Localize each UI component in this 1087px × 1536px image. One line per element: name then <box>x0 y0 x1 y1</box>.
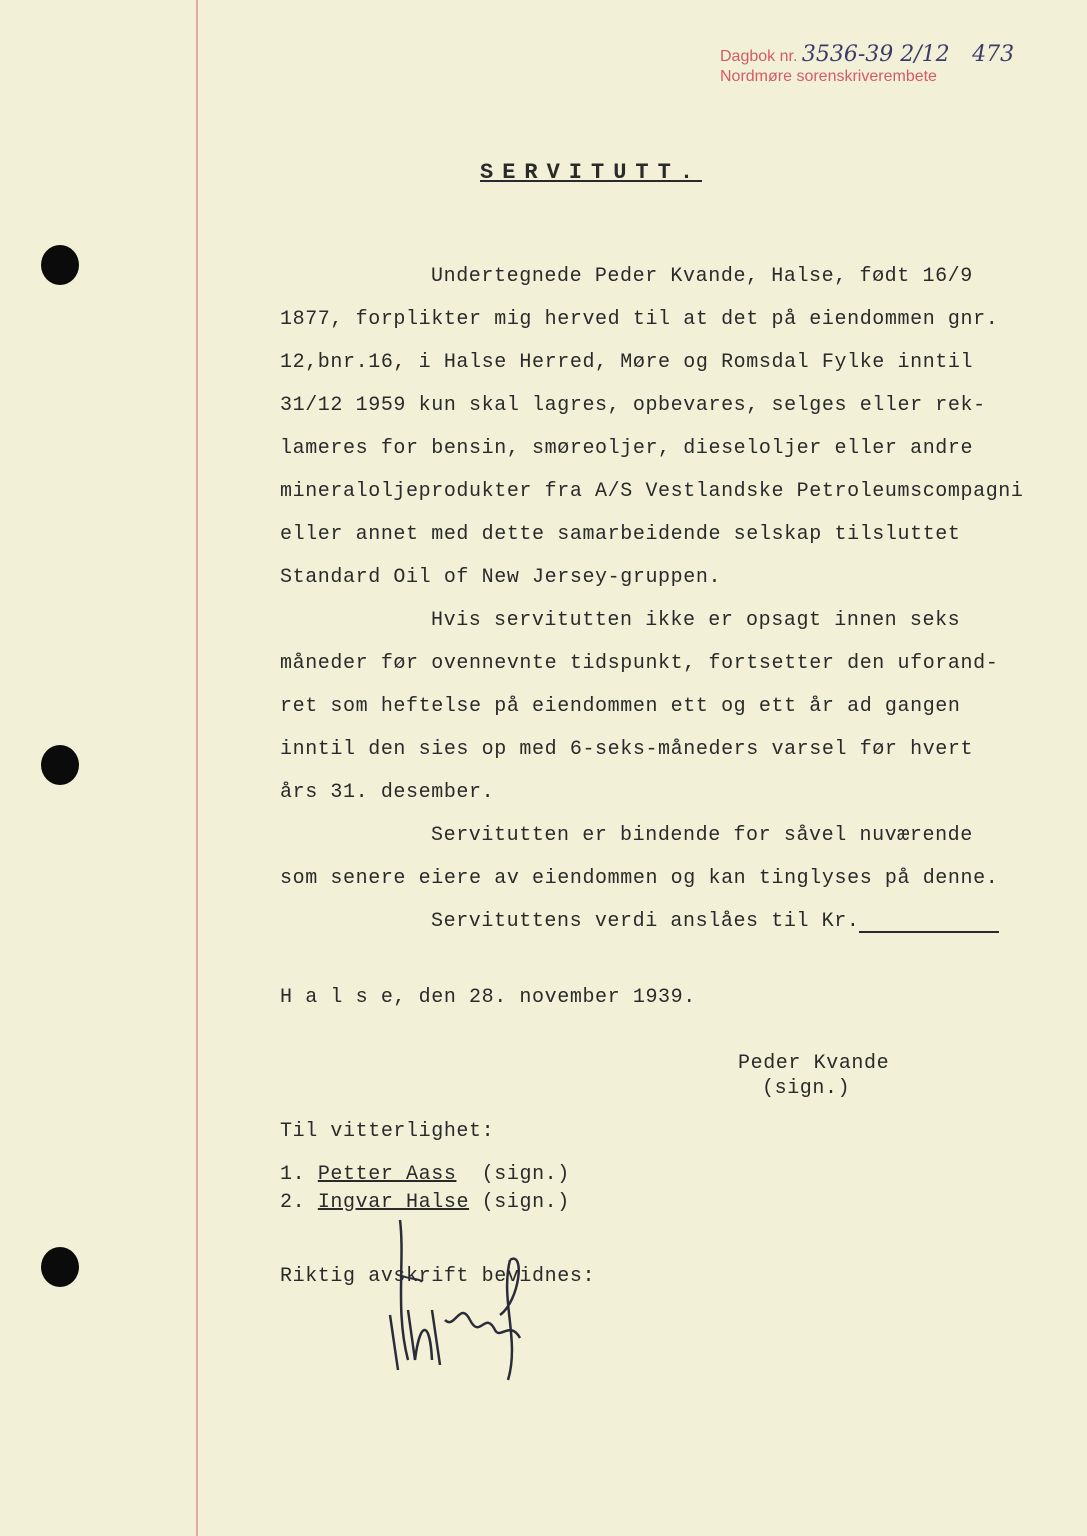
body-line: Undertegnede Peder Kvande, Halse, født 16/9 <box>431 265 973 288</box>
certification-line: Riktig avskrift bevidnes: <box>280 1265 596 1288</box>
handwritten-signature <box>360 1220 560 1390</box>
punch-hole-middle <box>41 745 79 785</box>
stamp-office: Nordmøre sorenskriverembete <box>720 68 937 85</box>
witness-1 <box>280 1163 570 1186</box>
body-line: inntil den sies op med 6-seks-måneders varsel før hvert <box>280 738 974 761</box>
signer-sign: (sign.) <box>762 1077 851 1100</box>
body-line: 31/12 1959 kun skal lagres, opbevares, selges eller rek- <box>280 394 986 417</box>
witness-1-name: Petter Aass <box>317 1163 457 1186</box>
witness-2-name: Ingvar Halse <box>317 1191 470 1214</box>
punch-hole-top <box>41 245 79 285</box>
stamp-page-number: 473 <box>972 42 1015 67</box>
witness-1-sign: (sign.) <box>481 1163 570 1186</box>
witness-2-number: 2. <box>280 1191 306 1214</box>
body-line: måneder før ovennevnte tidspunkt, fortsetter den uforand- <box>280 652 999 675</box>
margin-line <box>196 0 198 1536</box>
stamp-number: 3536-39 2/12 <box>801 42 950 67</box>
body-line: 12,bnr.16, i Halse Herred, Møre og Romsdal Fylke inntil <box>280 351 974 374</box>
witness-2-sign: (sign.) <box>481 1191 570 1214</box>
witness-heading: Til vitterlighet: <box>280 1120 495 1143</box>
place-date: H a l s e, den 28. november 1939. <box>280 986 696 1009</box>
body-line: 1877, forplikter mig herved til at det på eiendommen gnr. <box>280 308 999 331</box>
body-line: Hvis servitutten ikke er opsagt innen seks <box>431 609 961 632</box>
stamp-label: Dagbok nr. <box>720 48 798 65</box>
body-line: lameres for bensin, smøreoljer, dieseloljer eller andre <box>280 437 974 460</box>
body-line: ret som heftelse på eiendommen ett og ett år ad gangen <box>280 695 961 718</box>
value-line <box>431 910 999 933</box>
document-title: SERVITUTT. <box>480 160 703 185</box>
punch-hole-bottom <box>41 1247 79 1287</box>
body-line: mineraloljeprodukter fra A/S Vestlandske Petroleumscompagni <box>280 480 1024 503</box>
body-line: som senere eiere av eiendommen og kan tinglyses på denne. <box>280 867 999 890</box>
body-line: Servitutten er bindende for såvel nuværende <box>431 824 973 847</box>
registry-stamp <box>720 42 1015 87</box>
body-line: eller annet med dette samarbeidende selskap tilsluttet <box>280 523 961 546</box>
value-text: Servituttens verdi anslåes til Kr. <box>431 910 860 933</box>
value-blank <box>859 913 999 933</box>
witness-2 <box>280 1191 570 1214</box>
body-line: års 31. desember. <box>280 781 495 804</box>
signer-name: Peder Kvande <box>738 1052 890 1075</box>
body-line: Standard Oil of New Jersey-gruppen. <box>280 566 722 589</box>
witness-1-number: 1. <box>280 1163 306 1186</box>
